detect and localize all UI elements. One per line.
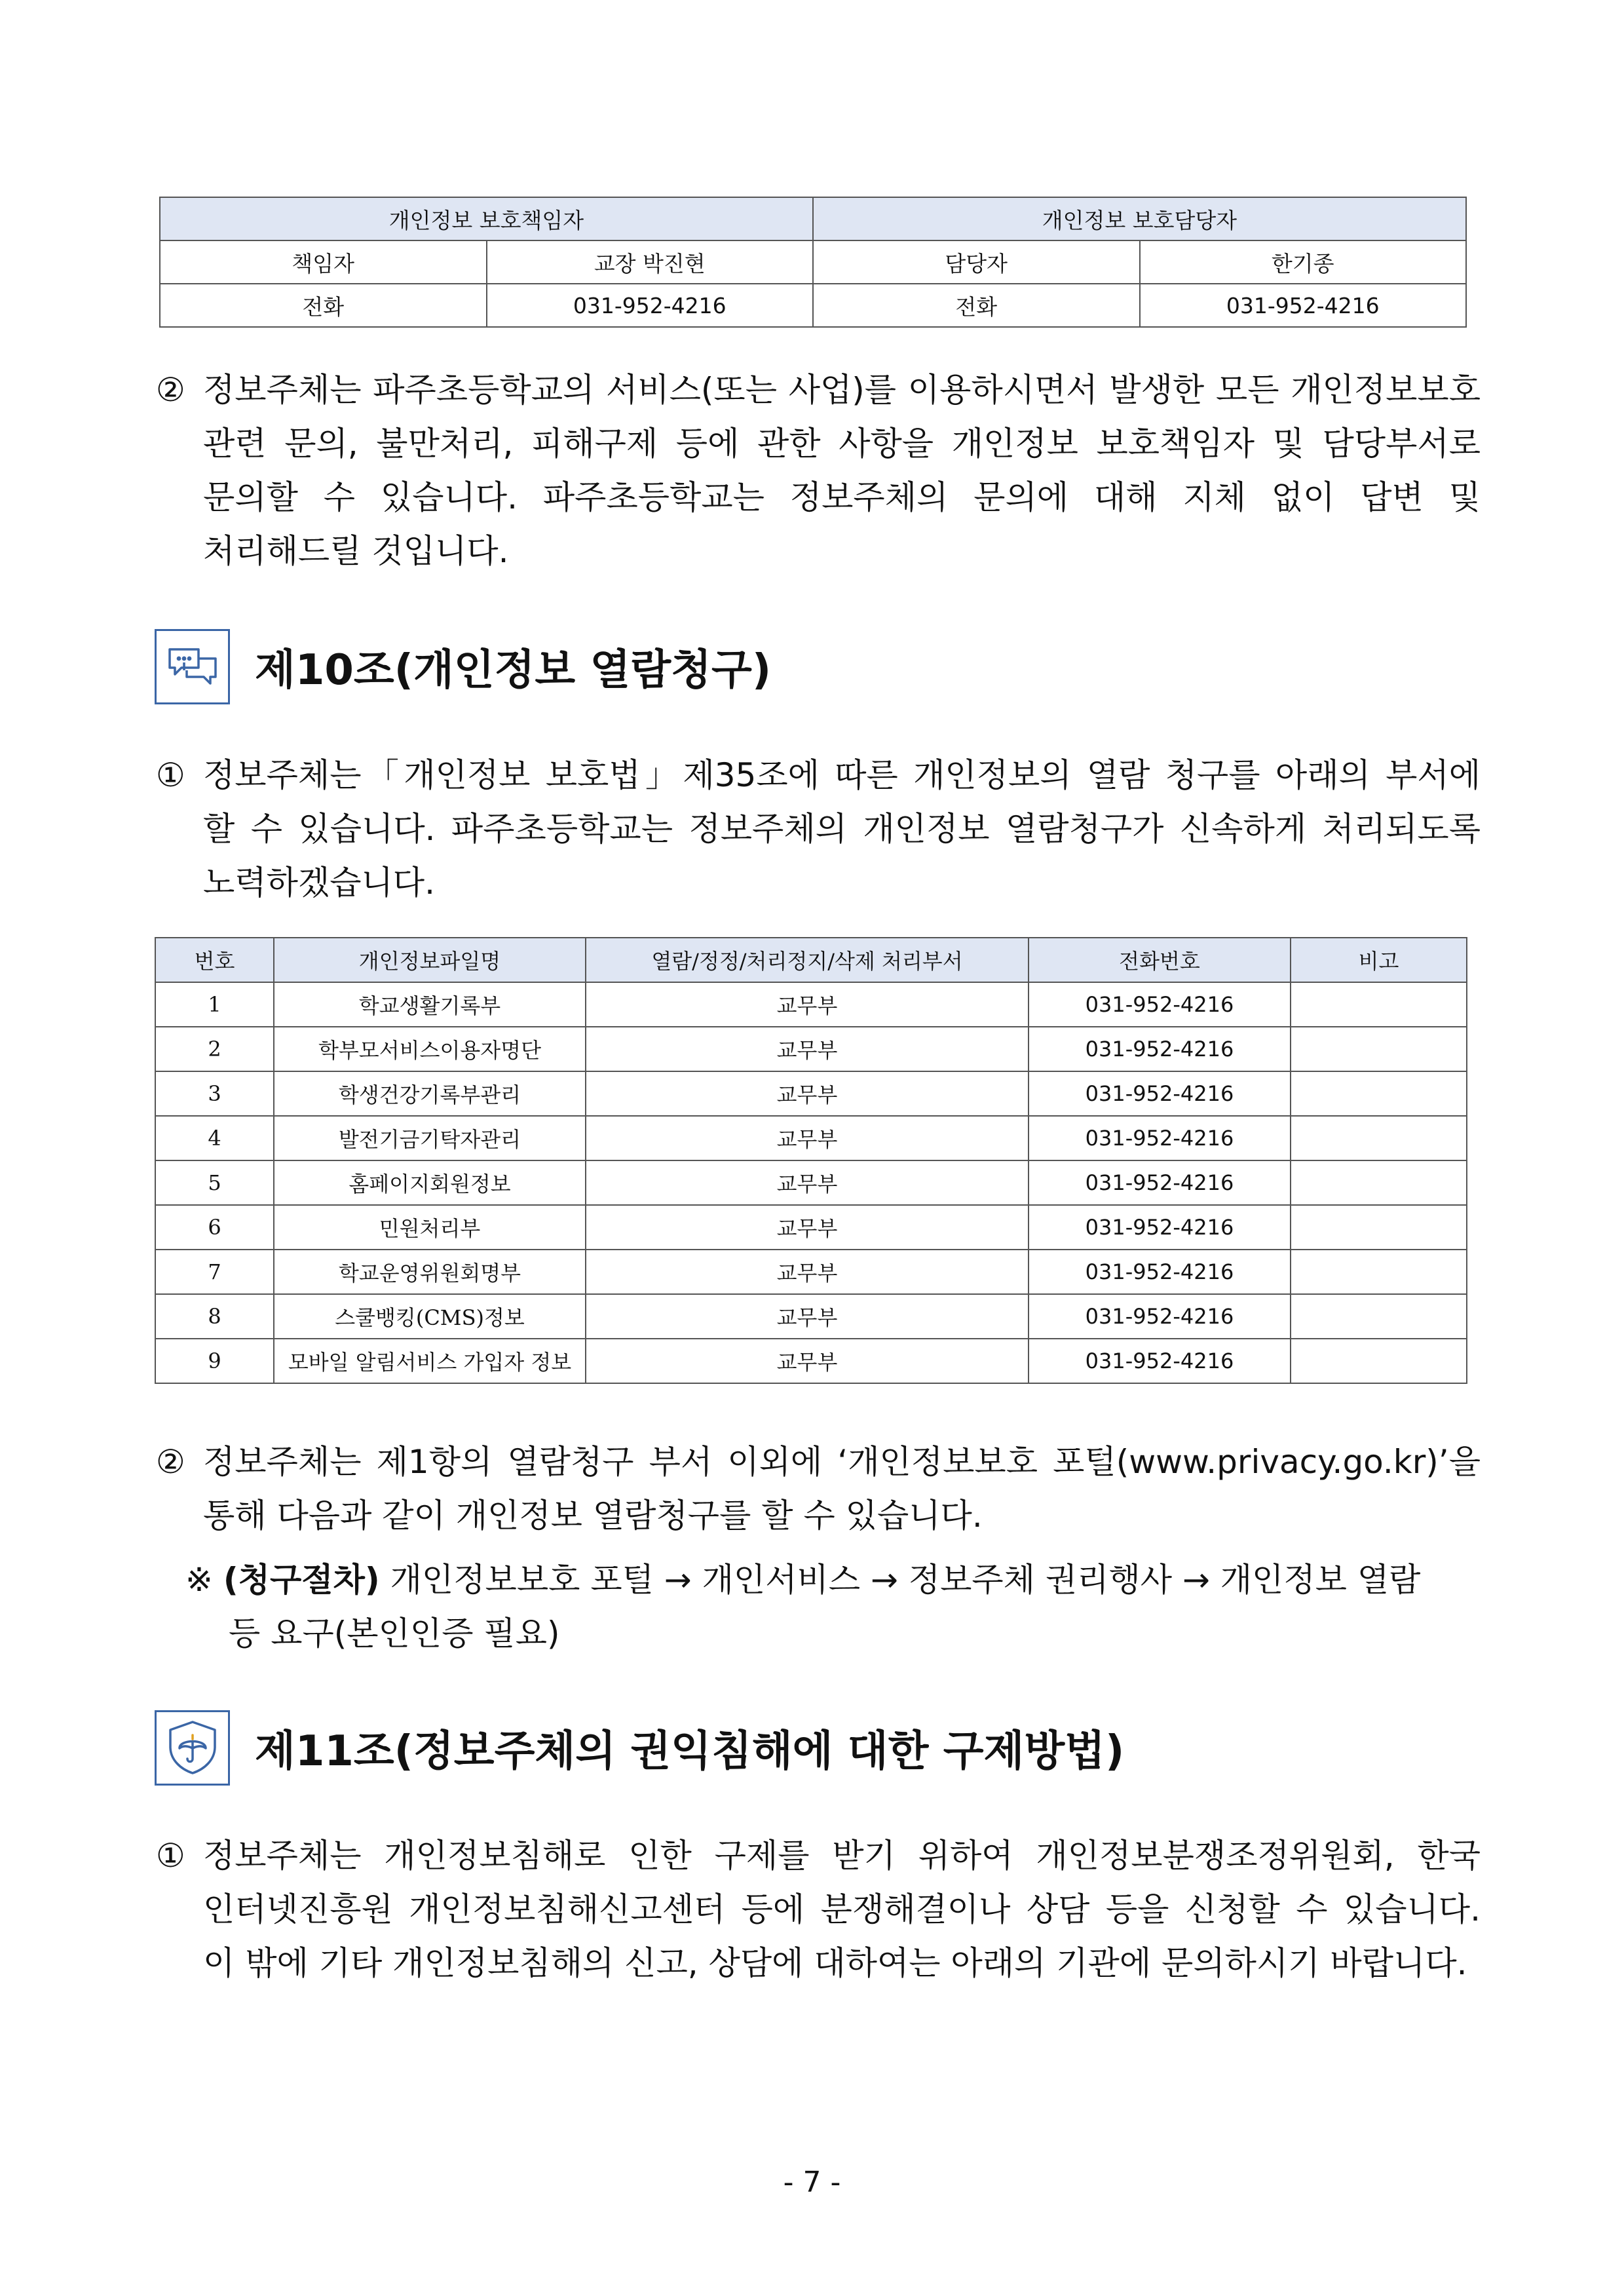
page-number: - 7 -: [783, 2166, 841, 2199]
table-row: [155, 1027, 1467, 1071]
table-cell: 교무부: [586, 1027, 1029, 1071]
table-cell: 8: [155, 1294, 274, 1339]
section-10-paragraph-2: [156, 1435, 1481, 1542]
table-cell: [1291, 982, 1467, 1027]
table-cell: 교장 박진현: [487, 240, 814, 284]
table-cell: 031-952-4216: [1029, 1205, 1291, 1250]
contact-header-manager: 개인정보 보호담당자: [813, 197, 1466, 240]
paragraph-line: 노력하겠습니다.: [203, 864, 435, 902]
section-11-heading: [155, 1708, 1124, 1787]
table-cell: 031-952-4216: [1140, 284, 1467, 327]
paragraph-line: 이 밖에 기타 개인정보침해의 신고, 상담에 대하여는 아래의 기관에 문의하시기 바랍니다.: [203, 1944, 1467, 1982]
paragraph-marker: ②: [156, 371, 185, 409]
paragraph-marker: ①: [156, 756, 185, 794]
request-procedure-note: [185, 1553, 1481, 1660]
table-cell: 담당자: [813, 240, 1140, 284]
table-cell: 전화: [813, 284, 1140, 327]
personal-info-file-table: [155, 937, 1467, 1384]
table-cell: [1291, 1071, 1467, 1116]
table-row: [160, 240, 1466, 284]
paragraph-line: 통해 다음과 같이 개인정보 열람청구를 할 수 있습니다.: [203, 1497, 983, 1535]
table-cell: 2: [155, 1027, 274, 1071]
table-cell: 교무부: [586, 1250, 1029, 1294]
contact-table: [159, 197, 1467, 328]
table-cell: 7: [155, 1250, 274, 1294]
table-cell: [1291, 1294, 1467, 1339]
column-header: 전화번호: [1029, 938, 1291, 982]
column-header: 비고: [1291, 938, 1467, 982]
column-header: 개인정보파일명: [274, 938, 586, 982]
table-cell: 6: [155, 1205, 274, 1250]
paragraph-line: 문의할 수 있습니다. 파주초등학교는 정보주체의 문의에 대해 지체 없이 답변 및: [203, 478, 1481, 516]
table-row: [155, 1071, 1467, 1116]
paragraph-line: 처리해드릴 것입니다.: [203, 532, 509, 570]
table-cell: 학교생활기록부: [274, 982, 586, 1027]
table-row: [155, 982, 1467, 1027]
table-cell: 031-952-4216: [1029, 1116, 1291, 1160]
chat-bubbles-icon: [155, 629, 230, 704]
table-cell: 교무부: [586, 982, 1029, 1027]
table-cell: 학부모서비스이용자명단: [274, 1027, 586, 1071]
paragraph-line: 정보주체는 제1항의 열람청구 부서 이외에 ‘개인정보보호 포털(www.privacy.go.kr)’을: [203, 1443, 1481, 1481]
table-cell: 9: [155, 1339, 274, 1383]
shield-umbrella-icon: [155, 1710, 230, 1786]
table-cell: 모바일 알림서비스 가입자 정보: [274, 1339, 586, 1383]
paragraph-line: 관련 문의, 불만처리, 피해구제 등에 관한 사항을 개인정보 보호책임자 및 담당부서로: [203, 425, 1481, 463]
table-cell: 031-952-4216: [1029, 1071, 1291, 1116]
table-cell: 3: [155, 1071, 274, 1116]
table-cell: 5: [155, 1160, 274, 1205]
paragraph-line: 인터넷진흥원 개인정보침해신고센터 등에 분쟁해결이나 상담 등을 신청할 수 있습니다.: [203, 1890, 1481, 1928]
table-row: [160, 284, 1466, 327]
table-cell: 스쿨뱅킹(CMS)정보: [274, 1294, 586, 1339]
table-cell: 교무부: [586, 1339, 1029, 1383]
table-cell: 교무부: [586, 1294, 1029, 1339]
paragraph-line: 정보주체는 파주초등학교의 서비스(또는 사업)를 이용하시면서 발생한 모든 개인정보보호: [203, 371, 1481, 409]
inquiry-paragraph: [156, 363, 1481, 578]
table-cell: 민원처리부: [274, 1205, 586, 1250]
table-header-row: [155, 938, 1467, 982]
paragraph-marker: ②: [156, 1443, 185, 1481]
table-cell: 교무부: [586, 1116, 1029, 1160]
section-11-paragraph-1: [156, 1829, 1481, 1990]
table-row: [155, 1250, 1467, 1294]
table-row: [155, 1339, 1467, 1383]
table-cell: 031-952-4216: [1029, 1250, 1291, 1294]
table-cell: 전화: [160, 284, 487, 327]
paragraph-line: 정보주체는 개인정보침해로 인한 구제를 받기 위하여 개인정보분쟁조정위원회, 한국: [203, 1837, 1481, 1875]
note-line: 등 요구(본인인증 필요): [229, 1615, 560, 1653]
table-cell: 학생건강기록부관리: [274, 1071, 586, 1116]
table-cell: 교무부: [586, 1160, 1029, 1205]
note-line: 개인정보보호 포털 → 개인서비스 → 정보주체 권리행사 → 개인정보 열람: [390, 1561, 1421, 1599]
table-cell: [1291, 1160, 1467, 1205]
table-cell: [1291, 1250, 1467, 1294]
section-10-paragraph-1: [156, 748, 1481, 909]
paragraph-line: 할 수 있습니다. 파주초등학교는 정보주체의 개인정보 열람청구가 신속하게 처리되도록: [203, 810, 1481, 848]
table-cell: 학교운영위원회명부: [274, 1250, 586, 1294]
table-row: [155, 1160, 1467, 1205]
table-cell: 031-952-4216: [1029, 982, 1291, 1027]
table-cell: 031-952-4216: [1029, 1294, 1291, 1339]
table-cell: 031-952-4216: [1029, 1027, 1291, 1071]
section-title: 제11조(정보주체의 권익침해에 대한 구제방법): [255, 1727, 1125, 1776]
column-header: 열람/정정/처리정지/삭제 처리부서: [586, 938, 1029, 982]
table-row: [155, 1294, 1467, 1339]
section-10-heading: [155, 627, 771, 706]
table-cell: 발전기금기탁자관리: [274, 1116, 586, 1160]
table-row: [155, 1205, 1467, 1250]
table-cell: 홈페이지회원정보: [274, 1160, 586, 1205]
table-cell: 교무부: [586, 1071, 1029, 1116]
paragraph-marker: ①: [156, 1837, 185, 1875]
table-cell: 031-952-4216: [487, 284, 814, 327]
table-cell: 교무부: [586, 1205, 1029, 1250]
table-cell: 1: [155, 982, 274, 1027]
contact-header-officer: 개인정보 보호책임자: [160, 197, 813, 240]
table-cell: 책임자: [160, 240, 487, 284]
section-title: 제10조(개인정보 열람청구): [255, 646, 772, 695]
table-cell: [1291, 1027, 1467, 1071]
table-cell: 한기종: [1140, 240, 1467, 284]
table-cell: 031-952-4216: [1029, 1339, 1291, 1383]
column-header: 번호: [155, 938, 274, 982]
table-cell: [1291, 1205, 1467, 1250]
table-cell: [1291, 1116, 1467, 1160]
paragraph-line: 정보주체는「개인정보 보호법」제35조에 따른 개인정보의 열람 청구를 아래의 부서에: [203, 756, 1481, 794]
table-cell: 4: [155, 1116, 274, 1160]
table-row: [155, 1116, 1467, 1160]
table-cell: 031-952-4216: [1029, 1160, 1291, 1205]
note-mark: ※: [185, 1561, 213, 1599]
table-cell: [1291, 1339, 1467, 1383]
note-label: (청구절차): [223, 1561, 380, 1599]
